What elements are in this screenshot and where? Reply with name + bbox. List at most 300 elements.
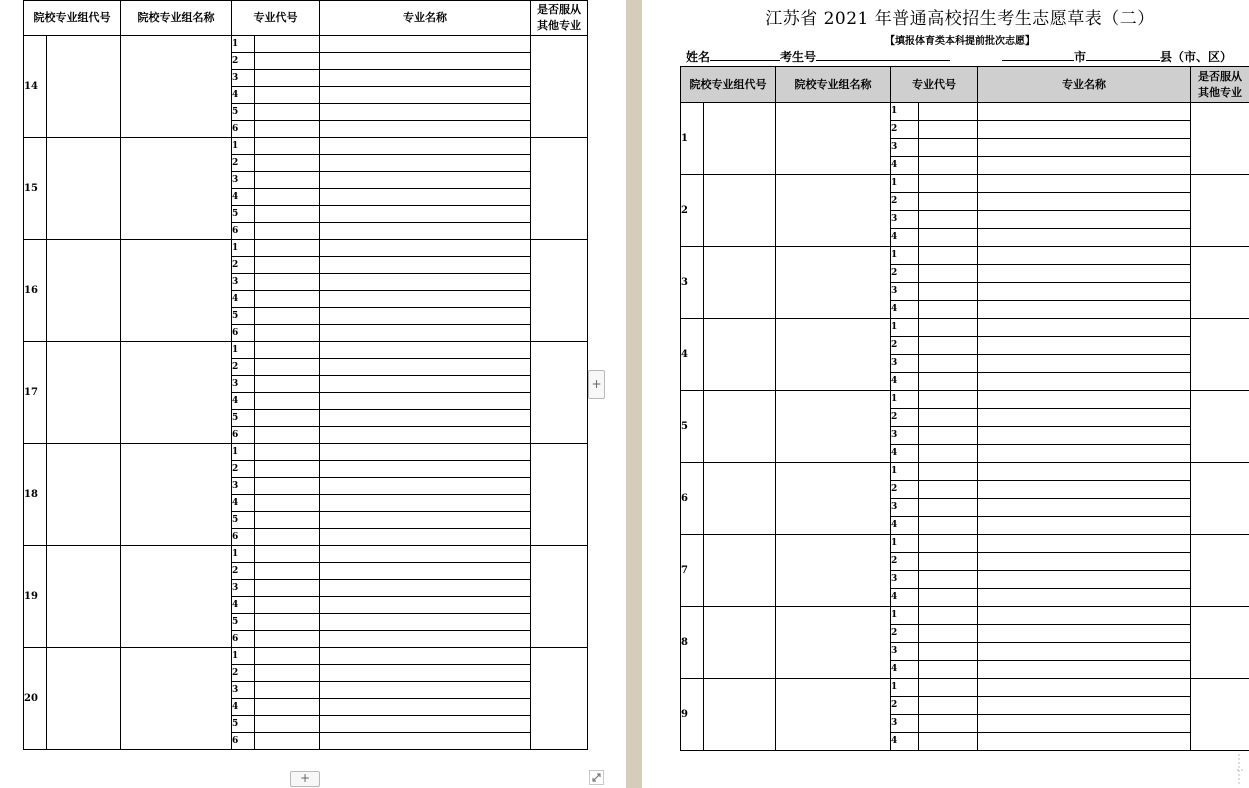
table-row bbox=[24, 36, 588, 53]
major-name-cell[interactable] bbox=[978, 409, 1191, 427]
major-name-cell[interactable] bbox=[320, 53, 531, 70]
major-code-cell[interactable] bbox=[919, 463, 978, 481]
group-code-cell[interactable] bbox=[704, 607, 776, 679]
header-group-code: 院校专业组代号 bbox=[24, 1, 121, 36]
major-name-cell[interactable] bbox=[320, 699, 531, 716]
table-row bbox=[681, 391, 1249, 409]
major-name-cell[interactable] bbox=[320, 189, 531, 206]
group-code-cell[interactable] bbox=[47, 342, 121, 444]
major-name-cell[interactable] bbox=[978, 247, 1191, 265]
major-code-cell[interactable] bbox=[919, 283, 978, 301]
major-sequence: 3 bbox=[891, 283, 919, 301]
accept-other-cell[interactable] bbox=[1191, 103, 1249, 175]
major-code-cell[interactable] bbox=[255, 155, 320, 172]
major-name-cell[interactable] bbox=[320, 512, 531, 529]
major-name-cell[interactable] bbox=[320, 70, 531, 87]
group-number: 2 bbox=[681, 175, 704, 247]
major-name-cell[interactable] bbox=[978, 589, 1191, 607]
group-name-cell[interactable] bbox=[776, 391, 891, 463]
major-sequence: 6 bbox=[232, 427, 255, 444]
major-code-cell[interactable] bbox=[919, 445, 978, 463]
major-sequence: 3 bbox=[891, 211, 919, 229]
major-code-cell[interactable] bbox=[255, 648, 320, 665]
group-code-cell[interactable] bbox=[47, 36, 121, 138]
major-code-cell[interactable] bbox=[255, 274, 320, 291]
group-name-cell[interactable] bbox=[121, 240, 232, 342]
page-corner-icon bbox=[1236, 752, 1248, 786]
major-name-cell[interactable] bbox=[320, 682, 531, 699]
header-accept-other-line2: 其他专业 bbox=[537, 19, 581, 32]
major-code-cell[interactable] bbox=[919, 103, 978, 121]
major-name-cell[interactable] bbox=[978, 697, 1191, 715]
major-code-cell[interactable] bbox=[919, 571, 978, 589]
city-label: 市 bbox=[1074, 50, 1087, 64]
major-name-cell[interactable] bbox=[320, 155, 531, 172]
major-code-cell[interactable] bbox=[919, 247, 978, 265]
major-code-cell[interactable] bbox=[255, 529, 320, 546]
group-number: 9 bbox=[681, 679, 704, 751]
major-code-cell[interactable] bbox=[255, 461, 320, 478]
major-name-cell[interactable] bbox=[320, 36, 531, 53]
major-sequence: 2 bbox=[891, 337, 919, 355]
major-code-cell[interactable] bbox=[919, 679, 978, 697]
major-name-cell[interactable] bbox=[978, 139, 1191, 157]
group-name-cell[interactable] bbox=[776, 319, 891, 391]
major-name-cell[interactable] bbox=[320, 461, 531, 478]
header-accept-other bbox=[531, 1, 588, 36]
major-name-cell[interactable] bbox=[320, 240, 531, 257]
major-sequence: 2 bbox=[891, 697, 919, 715]
major-sequence: 4 bbox=[891, 301, 919, 319]
table-row bbox=[681, 535, 1249, 553]
major-name-cell[interactable] bbox=[320, 665, 531, 682]
major-code-cell[interactable] bbox=[919, 391, 978, 409]
major-name-cell[interactable] bbox=[978, 499, 1191, 517]
major-code-cell[interactable] bbox=[919, 373, 978, 391]
major-code-cell[interactable] bbox=[919, 355, 978, 373]
group-name-cell[interactable] bbox=[121, 342, 232, 444]
table-row bbox=[681, 103, 1249, 121]
major-name-cell[interactable] bbox=[978, 427, 1191, 445]
major-sequence: 3 bbox=[232, 682, 255, 699]
major-name-cell[interactable] bbox=[320, 121, 531, 138]
major-sequence: 2 bbox=[891, 409, 919, 427]
major-code-cell[interactable] bbox=[255, 206, 320, 223]
major-code-cell[interactable] bbox=[255, 563, 320, 580]
major-code-cell[interactable] bbox=[255, 512, 320, 529]
major-code-cell[interactable] bbox=[255, 325, 320, 342]
accept-other-cell[interactable] bbox=[1191, 607, 1249, 679]
major-sequence: 2 bbox=[891, 193, 919, 211]
major-code-cell[interactable] bbox=[919, 427, 978, 445]
major-sequence: 1 bbox=[891, 463, 919, 481]
major-sequence: 4 bbox=[891, 445, 919, 463]
major-name-cell[interactable] bbox=[320, 342, 531, 359]
major-name-cell[interactable] bbox=[978, 121, 1191, 139]
county-blank[interactable] bbox=[1086, 48, 1160, 61]
major-code-cell[interactable] bbox=[255, 427, 320, 444]
table-resize-icon[interactable] bbox=[589, 770, 604, 785]
major-sequence: 3 bbox=[232, 274, 255, 291]
major-code-cell[interactable] bbox=[255, 444, 320, 461]
major-name-cell[interactable] bbox=[320, 393, 531, 410]
major-name-cell[interactable] bbox=[978, 733, 1191, 751]
major-code-cell[interactable] bbox=[255, 172, 320, 189]
major-code-cell[interactable] bbox=[919, 319, 978, 337]
major-name-cell[interactable] bbox=[320, 580, 531, 597]
major-sequence: 4 bbox=[891, 661, 919, 679]
group-name-cell[interactable] bbox=[776, 679, 891, 751]
major-code-cell[interactable] bbox=[919, 193, 978, 211]
group-code-cell[interactable] bbox=[47, 546, 121, 648]
accept-other-cell[interactable] bbox=[531, 342, 588, 444]
group-name-cell[interactable] bbox=[121, 546, 232, 648]
major-sequence: 3 bbox=[891, 643, 919, 661]
major-code-cell[interactable] bbox=[919, 121, 978, 139]
group-number: 4 bbox=[681, 319, 704, 391]
add-column-button[interactable]: + bbox=[588, 370, 605, 399]
major-name-cell[interactable] bbox=[978, 481, 1191, 499]
major-code-cell[interactable] bbox=[255, 257, 320, 274]
major-code-cell[interactable] bbox=[255, 410, 320, 427]
group-name-cell[interactable] bbox=[776, 463, 891, 535]
major-sequence: 4 bbox=[232, 393, 255, 410]
major-name-cell[interactable] bbox=[320, 359, 531, 376]
major-name-cell[interactable] bbox=[320, 427, 531, 444]
major-code-cell[interactable] bbox=[919, 175, 978, 193]
major-code-cell[interactable] bbox=[919, 409, 978, 427]
major-sequence: 5 bbox=[232, 716, 255, 733]
major-code-cell[interactable] bbox=[255, 665, 320, 682]
major-code-cell[interactable] bbox=[919, 337, 978, 355]
major-name-cell[interactable] bbox=[978, 103, 1191, 121]
major-name-cell[interactable] bbox=[978, 157, 1191, 175]
major-sequence: 5 bbox=[232, 410, 255, 427]
major-code-cell[interactable] bbox=[255, 53, 320, 70]
major-code-cell[interactable] bbox=[255, 733, 320, 750]
accept-other-cell[interactable] bbox=[531, 648, 588, 750]
group-code-cell[interactable] bbox=[704, 175, 776, 247]
group-name-cell[interactable] bbox=[776, 607, 891, 679]
table-row bbox=[681, 319, 1249, 337]
group-code-cell[interactable] bbox=[704, 319, 776, 391]
major-code-cell[interactable] bbox=[255, 189, 320, 206]
exam-number-blank[interactable] bbox=[816, 48, 950, 61]
major-sequence: 1 bbox=[232, 240, 255, 257]
major-sequence: 4 bbox=[232, 699, 255, 716]
major-code-cell[interactable] bbox=[255, 342, 320, 359]
major-sequence: 1 bbox=[232, 546, 255, 563]
major-code-cell[interactable] bbox=[255, 121, 320, 138]
major-code-cell[interactable] bbox=[919, 715, 978, 733]
group-number: 1 bbox=[681, 103, 704, 175]
major-name-cell[interactable] bbox=[320, 614, 531, 631]
name-blank[interactable] bbox=[710, 48, 780, 61]
group-name-cell[interactable] bbox=[121, 138, 232, 240]
group-code-cell[interactable] bbox=[704, 463, 776, 535]
group-number: 14 bbox=[24, 36, 47, 138]
major-sequence: 5 bbox=[232, 206, 255, 223]
left-table-body bbox=[24, 36, 588, 750]
group-name-cell[interactable] bbox=[776, 247, 891, 319]
major-name-cell[interactable] bbox=[978, 643, 1191, 661]
major-sequence: 2 bbox=[891, 265, 919, 283]
major-sequence: 4 bbox=[891, 229, 919, 247]
major-name-cell[interactable] bbox=[978, 229, 1191, 247]
major-sequence: 4 bbox=[232, 87, 255, 104]
group-name-cell[interactable] bbox=[776, 103, 891, 175]
major-code-cell[interactable] bbox=[255, 359, 320, 376]
major-name-cell[interactable] bbox=[978, 373, 1191, 391]
student-info-line bbox=[686, 48, 1246, 64]
major-code-cell[interactable] bbox=[255, 223, 320, 240]
name-label: 姓名 bbox=[686, 50, 711, 64]
accept-other-cell[interactable] bbox=[531, 138, 588, 240]
major-code-cell[interactable] bbox=[919, 589, 978, 607]
accept-other-cell[interactable] bbox=[1191, 535, 1249, 607]
major-code-cell[interactable] bbox=[255, 70, 320, 87]
accept-other-cell[interactable] bbox=[1191, 175, 1249, 247]
major-code-cell[interactable] bbox=[919, 265, 978, 283]
accept-other-cell[interactable] bbox=[1191, 463, 1249, 535]
major-code-cell[interactable] bbox=[255, 546, 320, 563]
major-code-cell[interactable] bbox=[919, 517, 978, 535]
major-name-cell[interactable] bbox=[978, 193, 1191, 211]
major-sequence: 3 bbox=[232, 376, 255, 393]
major-name-cell[interactable] bbox=[320, 631, 531, 648]
major-name-cell[interactable] bbox=[978, 571, 1191, 589]
major-name-cell[interactable] bbox=[320, 716, 531, 733]
major-sequence: 2 bbox=[232, 563, 255, 580]
major-code-cell[interactable] bbox=[255, 682, 320, 699]
major-name-cell[interactable] bbox=[320, 206, 531, 223]
accept-other-cell[interactable] bbox=[531, 444, 588, 546]
major-sequence: 4 bbox=[232, 291, 255, 308]
major-name-cell[interactable] bbox=[320, 104, 531, 121]
major-name-cell[interactable] bbox=[978, 715, 1191, 733]
group-name-cell[interactable] bbox=[121, 36, 232, 138]
group-number: 20 bbox=[24, 648, 47, 750]
major-name-cell[interactable] bbox=[978, 535, 1191, 553]
major-code-cell[interactable] bbox=[255, 716, 320, 733]
major-name-cell[interactable] bbox=[978, 355, 1191, 373]
major-name-cell[interactable] bbox=[978, 517, 1191, 535]
major-sequence: 4 bbox=[891, 517, 919, 535]
major-code-cell[interactable] bbox=[919, 157, 978, 175]
major-code-cell[interactable] bbox=[255, 631, 320, 648]
group-number: 15 bbox=[24, 138, 47, 240]
major-sequence: 2 bbox=[232, 359, 255, 376]
header-group-name: 院校专业组名称 bbox=[776, 67, 891, 103]
major-sequence: 3 bbox=[232, 70, 255, 87]
group-code-cell[interactable] bbox=[47, 444, 121, 546]
header-accept-other-line2: 其他专业 bbox=[1198, 85, 1242, 99]
major-name-cell[interactable] bbox=[320, 291, 531, 308]
major-sequence: 3 bbox=[232, 580, 255, 597]
major-sequence: 1 bbox=[891, 175, 919, 193]
major-code-cell[interactable] bbox=[919, 643, 978, 661]
major-name-cell[interactable] bbox=[320, 648, 531, 665]
major-name-cell[interactable] bbox=[978, 337, 1191, 355]
major-code-cell[interactable] bbox=[919, 481, 978, 499]
major-sequence: 1 bbox=[232, 138, 255, 155]
major-code-cell[interactable] bbox=[255, 36, 320, 53]
major-sequence: 1 bbox=[232, 342, 255, 359]
major-name-cell[interactable] bbox=[320, 138, 531, 155]
right-application-table bbox=[680, 66, 1249, 751]
header-major-name: 专业名称 bbox=[978, 67, 1191, 103]
major-sequence: 3 bbox=[891, 355, 919, 373]
major-sequence: 4 bbox=[232, 597, 255, 614]
major-code-cell[interactable] bbox=[255, 597, 320, 614]
city-blank[interactable] bbox=[1002, 48, 1074, 61]
major-sequence: 2 bbox=[232, 257, 255, 274]
major-code-cell[interactable] bbox=[255, 308, 320, 325]
header-major-name: 专业名称 bbox=[320, 1, 531, 36]
group-code-cell[interactable] bbox=[704, 535, 776, 607]
group-code-cell[interactable] bbox=[704, 391, 776, 463]
exam-number-label: 考生号 bbox=[780, 50, 817, 64]
accept-other-cell[interactable] bbox=[1191, 247, 1249, 319]
major-name-cell[interactable] bbox=[320, 529, 531, 546]
major-sequence: 6 bbox=[232, 223, 255, 240]
major-sequence: 6 bbox=[232, 325, 255, 342]
major-code-cell[interactable] bbox=[919, 139, 978, 157]
group-name-cell[interactable] bbox=[121, 444, 232, 546]
county-label: 县（市、区） bbox=[1160, 50, 1233, 64]
major-name-cell[interactable] bbox=[320, 563, 531, 580]
major-sequence: 2 bbox=[891, 625, 919, 643]
major-code-cell[interactable] bbox=[919, 535, 978, 553]
major-sequence: 1 bbox=[232, 36, 255, 53]
major-name-cell[interactable] bbox=[320, 325, 531, 342]
major-sequence: 3 bbox=[232, 172, 255, 189]
major-name-cell[interactable] bbox=[320, 495, 531, 512]
major-code-cell[interactable] bbox=[919, 607, 978, 625]
major-sequence: 5 bbox=[232, 512, 255, 529]
accept-other-cell[interactable] bbox=[531, 240, 588, 342]
header-group-code: 院校专业组代号 bbox=[681, 67, 776, 103]
major-name-cell[interactable] bbox=[320, 308, 531, 325]
major-name-cell[interactable] bbox=[320, 478, 531, 495]
major-name-cell[interactable] bbox=[320, 546, 531, 563]
major-code-cell[interactable] bbox=[255, 699, 320, 716]
major-sequence: 6 bbox=[232, 121, 255, 138]
major-code-cell[interactable] bbox=[919, 499, 978, 517]
major-name-cell[interactable] bbox=[978, 607, 1191, 625]
major-sequence: 4 bbox=[891, 157, 919, 175]
major-name-cell[interactable] bbox=[978, 301, 1191, 319]
group-name-cell[interactable] bbox=[776, 535, 891, 607]
major-sequence: 3 bbox=[891, 499, 919, 517]
major-sequence: 5 bbox=[232, 308, 255, 325]
major-name-cell[interactable] bbox=[978, 625, 1191, 643]
major-code-cell[interactable] bbox=[255, 495, 320, 512]
major-code-cell[interactable] bbox=[255, 376, 320, 393]
add-row-button[interactable]: + bbox=[290, 771, 320, 787]
major-name-cell[interactable] bbox=[320, 257, 531, 274]
group-number: 3 bbox=[681, 247, 704, 319]
major-name-cell[interactable] bbox=[320, 444, 531, 461]
major-sequence: 4 bbox=[232, 495, 255, 512]
major-code-cell[interactable] bbox=[919, 733, 978, 751]
group-code-cell[interactable] bbox=[704, 247, 776, 319]
major-name-cell[interactable] bbox=[978, 175, 1191, 193]
major-name-cell[interactable] bbox=[978, 211, 1191, 229]
header-major-code: 专业代号 bbox=[232, 1, 320, 36]
major-sequence: 2 bbox=[891, 121, 919, 139]
major-sequence: 3 bbox=[232, 478, 255, 495]
group-code-cell[interactable] bbox=[704, 103, 776, 175]
major-sequence: 3 bbox=[891, 427, 919, 445]
major-code-cell[interactable] bbox=[919, 661, 978, 679]
major-code-cell[interactable] bbox=[919, 553, 978, 571]
major-code-cell[interactable] bbox=[919, 697, 978, 715]
major-code-cell[interactable] bbox=[255, 580, 320, 597]
table-row bbox=[681, 175, 1249, 193]
major-sequence: 4 bbox=[891, 733, 919, 751]
left-application-table bbox=[23, 0, 588, 750]
major-code-cell[interactable] bbox=[919, 301, 978, 319]
major-code-cell[interactable] bbox=[255, 614, 320, 631]
major-code-cell[interactable] bbox=[919, 229, 978, 247]
accept-other-cell[interactable] bbox=[531, 546, 588, 648]
major-name-cell[interactable] bbox=[978, 265, 1191, 283]
major-name-cell[interactable] bbox=[320, 172, 531, 189]
major-code-cell[interactable] bbox=[255, 240, 320, 257]
accept-other-cell[interactable] bbox=[531, 36, 588, 138]
major-name-cell[interactable] bbox=[978, 391, 1191, 409]
accept-other-cell[interactable] bbox=[1191, 319, 1249, 391]
major-name-cell[interactable] bbox=[978, 283, 1191, 301]
major-name-cell[interactable] bbox=[320, 410, 531, 427]
group-code-cell[interactable] bbox=[704, 679, 776, 751]
major-code-cell[interactable] bbox=[255, 104, 320, 121]
major-code-cell[interactable] bbox=[255, 138, 320, 155]
major-sequence: 2 bbox=[232, 665, 255, 682]
major-sequence: 1 bbox=[891, 535, 919, 553]
major-name-cell[interactable] bbox=[978, 319, 1191, 337]
major-name-cell[interactable] bbox=[320, 597, 531, 614]
group-name-cell[interactable] bbox=[776, 175, 891, 247]
accept-other-cell[interactable] bbox=[1191, 391, 1249, 463]
accept-other-cell[interactable] bbox=[1191, 679, 1249, 751]
major-name-cell[interactable] bbox=[320, 87, 531, 104]
major-code-cell[interactable] bbox=[255, 291, 320, 308]
major-code-cell[interactable] bbox=[919, 211, 978, 229]
table-row bbox=[24, 240, 588, 257]
major-name-cell[interactable] bbox=[978, 553, 1191, 571]
major-name-cell[interactable] bbox=[320, 274, 531, 291]
major-name-cell[interactable] bbox=[978, 445, 1191, 463]
group-code-cell[interactable] bbox=[47, 138, 121, 240]
major-name-cell[interactable] bbox=[978, 679, 1191, 697]
major-code-cell[interactable] bbox=[919, 625, 978, 643]
major-name-cell[interactable] bbox=[978, 661, 1191, 679]
major-name-cell[interactable] bbox=[320, 223, 531, 240]
major-name-cell[interactable] bbox=[320, 733, 531, 750]
major-name-cell[interactable] bbox=[320, 376, 531, 393]
major-code-cell[interactable] bbox=[255, 393, 320, 410]
group-code-cell[interactable] bbox=[47, 240, 121, 342]
table-row bbox=[681, 463, 1249, 481]
major-code-cell[interactable] bbox=[255, 87, 320, 104]
group-code-cell[interactable] bbox=[47, 648, 121, 750]
major-sequence: 2 bbox=[232, 155, 255, 172]
major-code-cell[interactable] bbox=[255, 478, 320, 495]
group-name-cell[interactable] bbox=[121, 648, 232, 750]
major-name-cell[interactable] bbox=[978, 463, 1191, 481]
